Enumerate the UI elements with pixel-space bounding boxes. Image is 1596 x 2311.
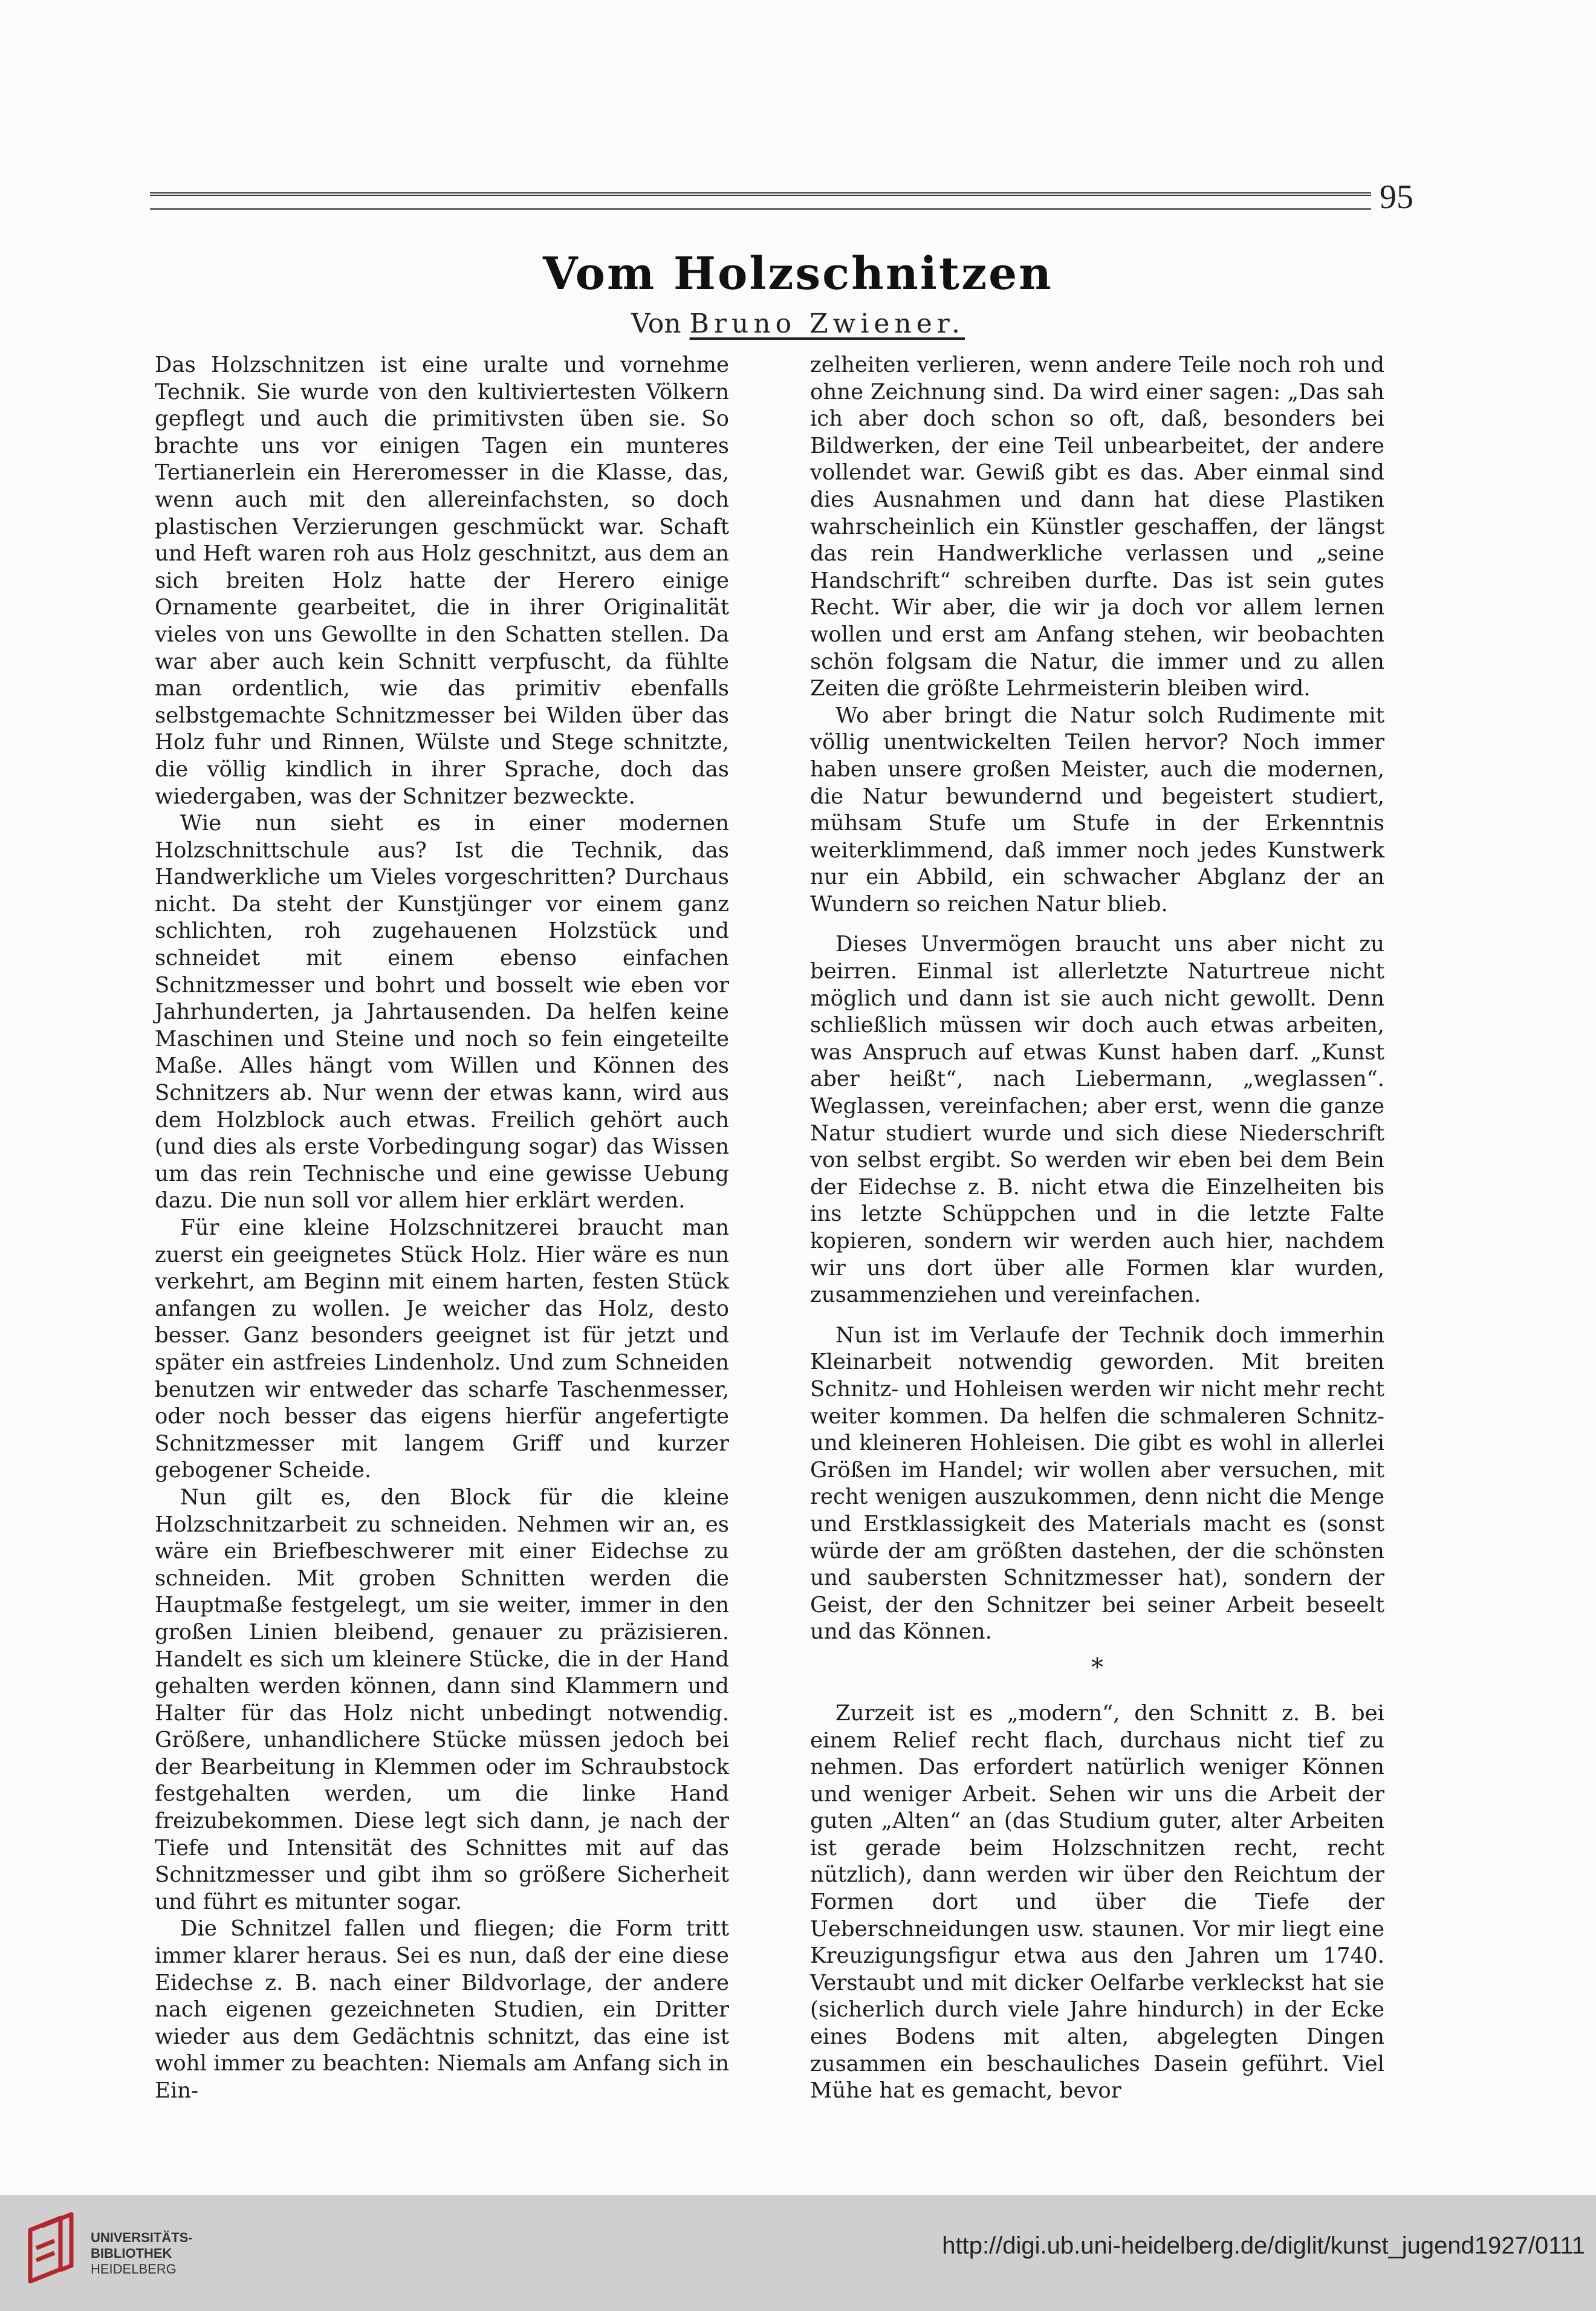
paragraph: Wie nun sieht es in einer modernen Holzschnittschule aus? Ist die Technik, das Handwerkliche um Vieles vorgeschritten? Durchaus nicht. Da steht der Kunstjünger vor einem ganz schlichten, roh zugehauenen Holzstück und schneidet mit einem ebenso einfachen Schnitzmesser und bohrt und bosselt wie eben vor Jahrhunderten, ja Jahrtausenden. Da helfen keine Maschinen und Steine und noch so fein eingeteilte Maße. Alles hängt vom Willen und Können des Schnitzers ab. Nur wenn der etwas kann, wird aus dem Holzblock auch etwas. Freilich gehört auch (und dies als erste Vorbedingung sogar) das Wissen um das rein Technische und eine gewisse Uebung dazu. Die nun soll vor allem hier erklärt werden. <box>155 811 729 1214</box>
article-title: Vom Holzschnitzen <box>543 248 1053 300</box>
right-column <box>810 352 1384 2105</box>
paragraph: Zurzeit ist es „modern“, den Schnitt z. B. bei einem Relief recht flach, durchaus nicht tief zu nehmen. Das erfordert natürlich weniger Können und weniger Arbeit. Sehen wir uns die Arbeit der guten „Alten“ an (das Studium guter, alter Arbeiten ist gerade beim Holzschnitzen recht, recht nützlich), dann werden wir über den Reichtum der Formen dort und über die Tiefe der Ueberschneidungen usw. staunen. Vor mir liegt eine Kreuzigungsfigur etwa aus den Jahren um 1740. Verstaubt und mit dicker Oelfarbe verkleckst hat sie (sicherlich durch viele Jahre hindurch) in der Ecke eines Bodens mit alten, abgelegten Dingen zusammen ein beschauliches Dasein geführt. Viel Mühe hat es gemacht, bevor <box>810 1700 1384 2104</box>
section-break-asterisk: * <box>1091 1653 1103 1682</box>
paragraph: Nun ist im Verlaufe der Technik doch immerhin Kleinarbeit notwendig geworden. Mit breiten Schnitz- und Hohleisen werden wir nicht mehr recht weiter kommen. Da helfen die schmaleren Schnitz- und kleineren Hohleisen. Die gibt es wohl in allerlei Größen im Handel; wir wollen aber versuchen, mit recht wenigen auszukommen, denn nicht die Menge und Erstklassigkeit des Materials macht es (sonst würde der am größten dastehen, der die schönsten und saubersten Schnitzmesser hat), sondern der Geist, der den Schnitzer bei seiner Arbeit beseelt und das Können. <box>810 1322 1384 1645</box>
source-url-link[interactable]: http://digi.ub.uni-heidelberg.de/diglit/kunst_jugend1927/0111 <box>942 2232 1585 2259</box>
byline-prefix: Von <box>631 308 681 339</box>
library-line: UNIVERSITÄTS- <box>91 2230 193 2245</box>
library-logo-icon <box>18 2212 85 2290</box>
library-name <box>91 2230 193 2277</box>
header-rule <box>150 192 1371 210</box>
library-line: BIBLIOTHEK <box>91 2246 172 2261</box>
paragraph: Dieses Unvermögen braucht uns aber nicht zu beirren. Einmal ist allerletzte Naturtreue nicht möglich und dann ist sie auch nicht gewollt. Denn schließlich müssen wir doch auch etwas arbeiten, was Anspruch auf etwas Kunst haben darf. „Kunst aber heißt“, nach Liebermann, „weglassen“. Weglassen, vereinfachen; aber erst, wenn die ganze Natur studiert wurde und sich diese Niederschrift von selbst ergibt. So werden wir eben bei dem Bein der Eidechse z. B. nicht etwa die Einzelheiten bis ins letzte Schüppchen und in die letzte Falte kopieren, sondern wir werden auch hier, nachdem wir uns dort über alle Formen klar wurden, zusammenziehen und vereinfachen. <box>810 932 1384 1308</box>
paragraph: Die Schnitzel fallen und fliegen; die Form tritt immer klarer heraus. Sei es nun, daß der eine diese Eidechse z. B. nach einer Bildvorlage, der andere nach eigenen gezeichneten Studien, ein Dritter wieder aus dem Gedächtnis schnitzt, das eine ist wohl immer zu beachten: Niemals am Anfang sich in Ein- <box>155 1916 729 2103</box>
page-number: 95 <box>1380 178 1413 216</box>
left-column <box>155 352 729 2105</box>
byline <box>0 308 1596 339</box>
paragraph: Wo aber bringt die Natur solch Rudimente mit völlig unentwickelten Teilen hervor? Noch immer haben unsere großen Meister, auch die modernen, die Natur bewundernd und begeistert studiert, mühsam Stufe um Stufe in der Erkenntnis weiterklimmend, daß immer noch jedes Kunstwerk nur ein Abbild, ein schwacher Abglanz der an Wundern so reichen Natur blieb. <box>810 703 1384 917</box>
paragraph: Für eine kleine Holzschnitzerei braucht man zuerst ein geeignetes Stück Holz. Hier wäre es nun verkehrt, am Beginn mit einem harten, festen Stück anfangen zu wollen. Je weicher das Holz, desto besser. Ganz besonders geeignet ist für jetzt und später ein astfreies Lindenholz. Und zum Schneiden benutzen wir entweder das scharfe Taschenmesser, oder noch besser das eigens hierfür angefertigte Schnitzmesser mit langem Griff und kurzer gebogener Scheide. <box>155 1215 729 1483</box>
library-line: HEIDELBERG <box>91 2261 177 2277</box>
paragraph: zelheiten verlieren, wenn andere Teile noch roh und ohne Zeichnung sind. Da wird einer sagen: „Das sah ich aber doch schon so oft, daß, besonders bei Bildwerken, der eine Teil unbearbeitet, der andere vollendet war. Gewiß gibt es das. Aber einmal sind dies Ausnahmen und dann hat diese Plastiken wahrscheinlich ein Künstler geschaffen, der längst das rein Handwerkliche verlassen und „seine Handschrift“ schreiben durfte. Das ist sein gutes Recht. Wir aber, die wir ja doch vor allem lernen wollen und erst am Anfang stehen, wir beobachten schön folgsam die Natur, die immer und zu allen Zeiten die größte Lehrmeisterin bleiben wird. <box>810 353 1384 701</box>
author-name: Bruno Zwiener. <box>689 308 965 339</box>
footer-bar <box>0 2195 1596 2311</box>
paragraph: Nun gilt es, den Block für die kleine Holzschnitzarbeit zu schneiden. Nehmen wir an, es wäre ein Briefbeschwerer mit einer Eidechse zu schneiden. Mit groben Schnitten werden die Hauptmaße festgelegt, um sie weiter, immer in den großen Linien bleibend, genauer zu präzisieren. Handelt es sich um kleinere Stücke, die in der Hand gehalten werden können, dann sind Klammern und Halter für das Holz nicht unbedingt notwendig. Größere, unhandlichere Stücke müssen jedoch bei der Bearbeitung in Klemmen oder im Schraubstock festgehalten werden, um die linke Hand freizubekommen. Diese legt sich dann, je nach der Tiefe und Intensität des Schnittes mit auf das Schnitzmesser und gibt ihm so größere Sicherheit und führt es mitunter sogar. <box>155 1484 729 1914</box>
paragraph: Das Holzschnitzen ist eine uralte und vornehme Technik. Sie wurde von den kultiviertesten Völkern gepflegt und auch die primitivsten üben sie. So brachte uns vor einigen Tagen ein munteres Tertianerlein ein Hereromesser in die Klasse, das, wenn auch mit den allereinfachsten, so doch plastischen Verzierungen geschmückt war. Schaft und Heft waren roh aus Holz geschnitzt, aus dem an sich breiten Holz hatte der Herero einige Ornamente gearbeitet, die in ihrer Originalität vieles von uns Gewollte in den Schatten stellen. Da war aber auch kein Schnitt verpfuscht, da fühlte man ordentlich, wie das primitiv ebenfalls selbstgemachte Schnitzmesser bei Wilden über das Holz fuhr und Rinnen, Wülste und Stege schnitzte, die völlig kindlich in ihrer Sprache, doch das wiedergaben, was der Schnitzer bezweckte. <box>155 353 729 809</box>
